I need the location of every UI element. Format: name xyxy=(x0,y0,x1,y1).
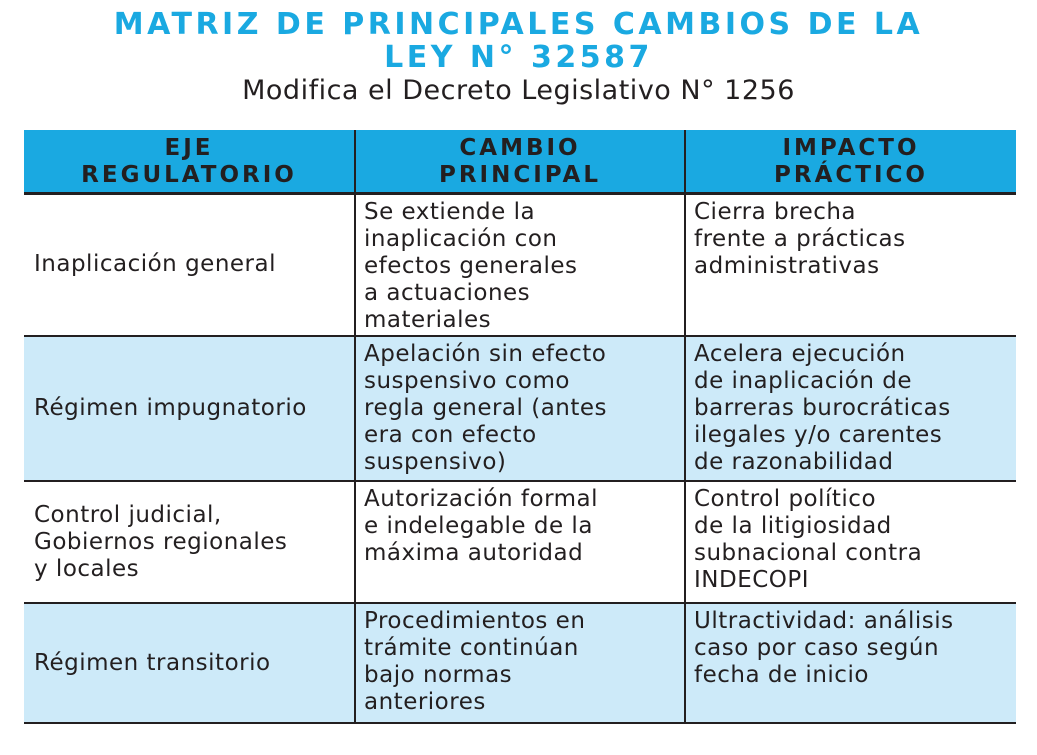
cambio-text: Apelación sin efecto suspensivo como regla general (antes era con efecto suspensivo) xyxy=(364,341,608,475)
impacto-cell xyxy=(685,481,1016,603)
page-title: MATRIZ DE PRINCIPALES CAMBIOS DE LA LEY N° 32587 xyxy=(113,7,924,75)
column-header-impacto xyxy=(685,130,1016,193)
column-header-label: CAMBIO PRINCIPAL xyxy=(438,135,601,188)
impacto-cell xyxy=(685,193,1016,336)
impacto-text: Ultractividad: análisis caso por caso según fecha de inicio xyxy=(694,608,954,688)
impacto-cell xyxy=(685,336,1016,481)
table-row xyxy=(24,481,1016,603)
eje-text: Régimen impugnatorio xyxy=(34,395,307,421)
page-subtitle: Modifica el Decreto Legislativo N° 1256 xyxy=(242,75,795,106)
column-header-label: IMPACTO PRÁCTICO xyxy=(774,135,928,188)
cambio-text: Autorización formal e indelegable de la máxima autoridad xyxy=(364,486,599,566)
impacto-text: Cierra brecha frente a prácticas administrativas xyxy=(694,198,906,279)
column-header-eje xyxy=(24,130,355,193)
column-header-label: EJE REGULATORIO xyxy=(81,135,297,188)
table-row xyxy=(24,193,1016,336)
table-row xyxy=(24,336,1016,481)
cambio-cell xyxy=(355,336,685,481)
cambio-cell xyxy=(355,193,685,336)
table-header-row xyxy=(24,130,1016,193)
column-header-cambio xyxy=(355,130,685,193)
cambio-cell xyxy=(355,481,685,603)
eje-cell xyxy=(24,193,355,336)
cambio-cell xyxy=(355,603,685,723)
eje-text: Control judicial, Gobiernos regionales y locales xyxy=(34,501,288,582)
impacto-cell xyxy=(685,603,1016,723)
changes-matrix-table xyxy=(24,130,1016,724)
impacto-text: Control político de la litigiosidad subnacional contra INDECOPI xyxy=(694,486,923,593)
eje-text: Inaplicación general xyxy=(34,251,276,278)
eje-cell xyxy=(24,603,355,723)
title-block xyxy=(0,8,1037,107)
table-row xyxy=(24,603,1016,723)
eje-text: Régimen transitorio xyxy=(34,649,271,676)
eje-cell xyxy=(24,481,355,603)
cambio-text: Procedimientos en trámite continúan bajo normas anteriores xyxy=(364,608,586,715)
impacto-text: Acelera ejecución de inaplicación de barreras burocráticas ilegales y/o carentes de razonabilidad xyxy=(694,341,951,475)
eje-cell xyxy=(24,336,355,481)
cambio-text: Se extiende la inaplicación con efectos generales a actuaciones materiales xyxy=(364,198,578,333)
